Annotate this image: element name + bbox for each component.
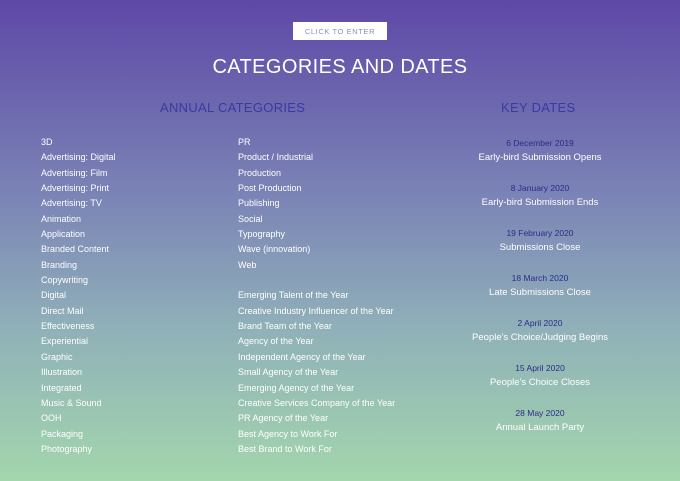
category-item: Packaging (41, 428, 84, 439)
category-item: Music & Sound (41, 397, 102, 408)
key-date: 19 February 2020 (506, 228, 574, 238)
key-date: 18 March 2020 (511, 273, 569, 283)
category-item: Integrated (41, 382, 82, 393)
category-list-2 (238, 135, 395, 457)
category-item: Emerging Agency of the Year (238, 382, 355, 393)
annual-categories-title: ANNUAL CATEGORIES (160, 100, 306, 115)
category-item: Best Agency to Work For (238, 428, 338, 439)
key-date: 6 December 2019 (506, 138, 574, 148)
category-item: Illustration (41, 367, 83, 378)
category-item: Application (41, 229, 86, 240)
category-item: Creative Services Company of the Year (238, 397, 396, 408)
category-item: Wave (innovation) (238, 244, 311, 255)
list-spacer (238, 273, 395, 288)
category-item: PR (238, 137, 251, 147)
category-item: Advertising: Digital (41, 152, 116, 163)
category-item: Brand Team of the Year (238, 321, 332, 332)
key-date: 2 April 2020 (517, 318, 563, 328)
key-date-event: Annual Launch Party (495, 422, 585, 433)
category-item: OOH (41, 413, 62, 424)
category-item: Advertising: Print (41, 183, 110, 194)
key-date-event: Submissions Close (499, 242, 581, 253)
category-item: Effectiveness (41, 321, 95, 332)
category-item: Graphic (41, 351, 73, 362)
category-item: Copywriting (41, 275, 89, 286)
category-item: Post Production (238, 183, 302, 194)
category-item: Product / Industrial (238, 152, 314, 163)
key-date-item (440, 316, 640, 361)
category-item: Social (238, 213, 263, 224)
key-date: 28 May 2020 (515, 408, 565, 418)
category-item: Publishing (238, 198, 280, 209)
key-date-event: People's Choice/Judging Begins (472, 332, 608, 343)
key-date-event: Early-bird Submission Opens (478, 152, 602, 163)
category-item: Direct Mail (41, 305, 84, 316)
key-date-item (440, 406, 640, 451)
category-item: Branded Content (41, 244, 110, 255)
category-item: Emerging Talent of the Year (238, 290, 349, 301)
category-item: Experiential (41, 336, 89, 347)
key-date-event: Early-bird Submission Ends (481, 197, 599, 208)
key-date: 8 January 2020 (510, 183, 570, 193)
category-item: Independent Agency of the Year (238, 351, 366, 362)
category-item: Advertising: TV (41, 198, 102, 209)
category-item: Animation (41, 213, 82, 224)
key-date-event: Late Submissions Close (489, 287, 591, 298)
category-item: Advertising: Film (41, 167, 108, 178)
key-date-event: People's Choice Closes (489, 377, 591, 388)
category-item: Digital (41, 290, 67, 301)
category-item: Creative Industry Influencer of the Year (238, 305, 394, 316)
category-item: Typography (238, 229, 286, 240)
key-date: 15 April 2020 (515, 363, 565, 373)
key-date-item (440, 181, 640, 226)
key-date-item (440, 136, 640, 181)
category-item: Web (238, 259, 257, 270)
category-list-1 (41, 135, 116, 457)
key-dates-list (440, 136, 640, 451)
category-item: Best Brand to Work For (238, 443, 332, 454)
key-dates-title: KEY DATES (501, 100, 576, 115)
category-item: PR Agency of the Year (238, 413, 329, 424)
category-item: Photography (41, 443, 93, 454)
click-to-enter-button[interactable]: CLICK TO ENTER (293, 22, 387, 40)
key-date-item (440, 361, 640, 406)
page-title: CATEGORIES AND DATES (212, 56, 468, 78)
category-item: Production (238, 167, 282, 178)
category-item: Branding (41, 259, 78, 270)
key-date-item (440, 226, 640, 271)
key-date-item (440, 271, 640, 316)
category-item: 3D (41, 137, 53, 147)
category-item: Small Agency of the Year (238, 367, 339, 378)
category-item: Agency of the Year (238, 336, 314, 347)
